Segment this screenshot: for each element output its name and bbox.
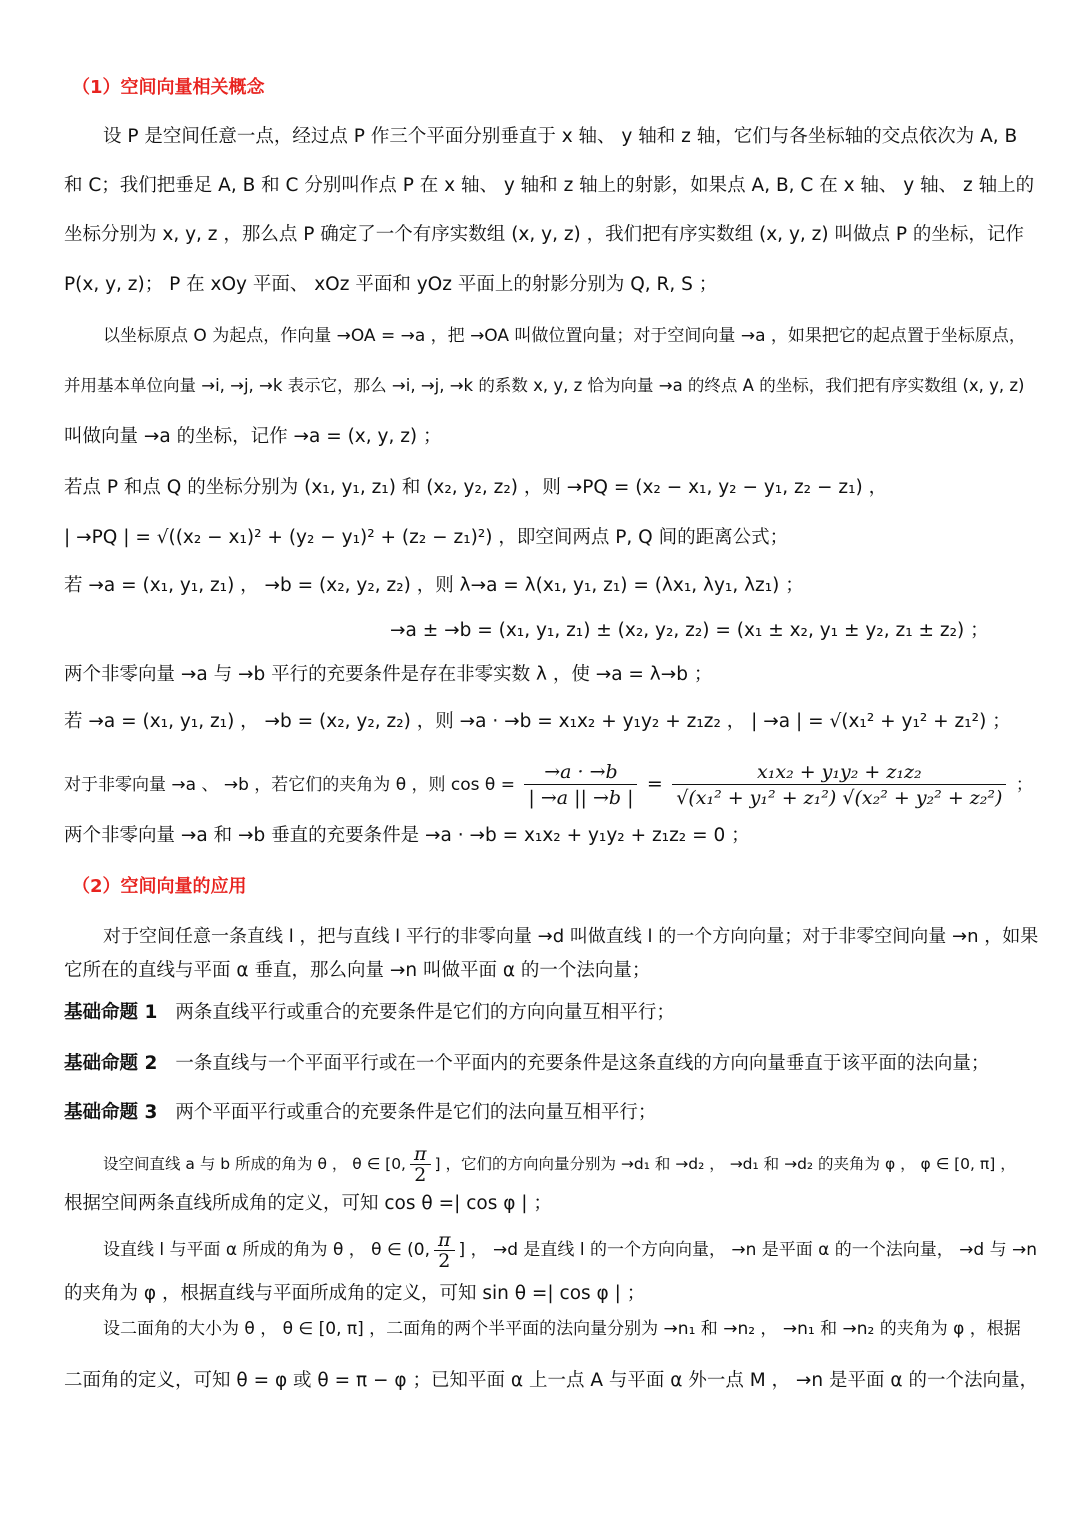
proposition-text: 两条直线平行或重合的充要条件是它们的方向向量互相平行； bbox=[175, 1002, 675, 1023]
proposition-text: 两个平面平行或重合的充要条件是它们的法向量互相平行； bbox=[175, 1102, 657, 1123]
text-run: ] ， →d 是直线 l 的一个方向向量， →n 是平面 α 的一个法向量， →d 与 →n bbox=[458, 1240, 1038, 1260]
line-angle-paragraph bbox=[103, 1136, 1040, 1192]
text-run: ] ，它们的方向向量分别为 →d₁ 和 →d₂ ， →d₁ 和 →d₂ 的夹角为 φ ， φ ∈ [0, π] ， bbox=[434, 1155, 1016, 1173]
paragraph-line: 和 C；我们把垂足 A, B 和 C 分别叫作点 P 在 x 轴、 y 轴和 z 轴上的射影，如果点 A, B, C 在 x 轴、 y 轴、 z 轴上的 bbox=[64, 175, 1035, 196]
fraction-numerator: π bbox=[410, 1144, 431, 1165]
paragraph-line: 叫做向量 →a 的坐标，记作 →a = (x, y, z) ； bbox=[64, 426, 442, 447]
fraction bbox=[524, 760, 637, 811]
fraction-denominator: | →a || →b | bbox=[528, 786, 634, 809]
paragraph-line: 对于空间任意一条直线 l ，把与直线 l 平行的非零向量 →d 叫做直线 l 的一个方向向量；对于非零空间向量 →n ，如果 bbox=[103, 926, 1039, 947]
fraction bbox=[672, 760, 1006, 811]
proposition-label: 基础命题 1 bbox=[64, 1002, 158, 1023]
paragraph-line: 若点 P 和点 Q 的坐标分别为 (x₁, y₁, z₁) 和 (x₂, y₂, z₂) ，则 →PQ = (x₂ − x₁, y₂ − y₁, z₂ − z₁) ， bbox=[64, 477, 888, 498]
basic-proposition-1 bbox=[64, 999, 1040, 1027]
fraction-denominator: 2 bbox=[414, 1164, 427, 1186]
proposition-label: 基础命题 2 bbox=[64, 1053, 158, 1074]
fraction bbox=[434, 1230, 455, 1271]
cos-suffix: ； bbox=[1015, 775, 1033, 795]
text-run: 设直线 l 与平面 α 所成的角为 θ ， θ ∈ (0, bbox=[103, 1240, 431, 1260]
proposition-label: 基础命题 3 bbox=[64, 1102, 158, 1123]
cos-prefix: 对于非零向量 →a 、 →b ，若它们的夹角为 θ ，则 cos θ = bbox=[64, 775, 515, 795]
paragraph-line: 二面角的定义，可知 θ = φ 或 θ = π − φ ；已知平面 α 上一点 A 与平面 α 外一点 M ， →n 是平面 α 的一个法向量， bbox=[64, 1370, 1038, 1391]
paragraph-line: 它所在的直线与平面 α 垂直，那么向量 →n 叫做平面 α 的一个法向量； bbox=[64, 960, 651, 981]
fraction-numerator: →a · →b bbox=[524, 760, 637, 785]
equals-sign: = bbox=[646, 773, 663, 795]
fraction-denominator: √(x₁² + y₁² + z₁²) √(x₂² + y₂² + z₂²) bbox=[676, 786, 1003, 809]
line-plane-angle-paragraph bbox=[103, 1222, 1040, 1278]
fraction-denominator: 2 bbox=[438, 1249, 451, 1272]
paragraph-line: 根据空间两条直线所成角的定义，可知 cos θ =| cos φ | ； bbox=[64, 1193, 552, 1214]
basic-proposition-2 bbox=[64, 1050, 1040, 1078]
paragraph-line: 并用基本单位向量 →i, →j, →k 表示它，那么 →i, →j, →k 的系数 x, y, z 恰为向量 →a 的终点 A 的坐标，我们把有序实数组 (x, y, z) bbox=[64, 376, 1025, 395]
vector-sum-formula: →a ± →b = (x₁, y₁, z₁) ± (x₂, y₂, z₂) = (x₁ ± x₂, y₁ ± y₂, z₁ ± z₂) ； bbox=[390, 620, 989, 641]
fraction bbox=[410, 1144, 431, 1185]
fraction-numerator: π bbox=[434, 1230, 455, 1251]
section-2-heading: （2）空间向量的应用 bbox=[72, 876, 247, 897]
paragraph-line: 设 P 是空间任意一点，经过点 P 作三个平面分别垂直于 x 轴、 y 轴和 z 轴，它们与各坐标轴的交点依次为 A, B bbox=[103, 126, 1018, 147]
proposition-text: 一条直线与一个平面平行或在一个平面内的充要条件是这条直线的方向向量垂直于该平面的法向量； bbox=[175, 1053, 990, 1074]
paragraph-line: 坐标分别为 x, y, z ，那么点 P 确定了一个有序实数组 (x, y, z) ，我们把有序实数组 (x, y, z) 叫做点 P 的坐标，记作 bbox=[64, 224, 1024, 245]
section-1-heading: （1）空间向量相关概念 bbox=[72, 77, 265, 98]
text-run: 设空间直线 a 与 b 所成的角为 θ ， θ ∈ [0, bbox=[103, 1155, 406, 1173]
paragraph-line: 设二面角的大小为 θ ， θ ∈ [0, π] ，二面角的两个半平面的法向量分别为 →n₁ 和 →n₂ ， →n₁ 和 →n₂ 的夹角为 φ ，根据 bbox=[103, 1319, 1021, 1339]
paragraph-line: 以坐标原点 O 为起点，作向量 →OA = →a ，把 →OA 叫做位置向量；对于空间向量 →a ，如果把它的起点置于坐标原点， bbox=[103, 326, 1026, 346]
paragraph-line: 两个非零向量 →a 与 →b 平行的充要条件是存在非零实数 λ ，使 →a = λ→b ； bbox=[64, 664, 713, 685]
dot-product-line: 若 →a = (x₁, y₁, z₁) ， →b = (x₂, y₂, z₂) ，则 →a · →b = x₁x₂ + y₁y₂ + z₁z₂ ， | →a | = √(x₁² + y₁² + z₁²) ； bbox=[64, 711, 1011, 732]
perpendicular-condition-line: 两个非零向量 →a 和 →b 垂直的充要条件是 →a · →b = x₁x₂ + y₁y₂ + z₁z₂ = 0 ； bbox=[64, 825, 750, 846]
basic-proposition-3 bbox=[64, 1099, 1040, 1127]
distance-formula-line: | →PQ | = √((x₂ − x₁)² + (y₂ − y₁)² + (z₂ − z₁)²) ，即空间两点 P, Q 间的距离公式； bbox=[64, 527, 789, 548]
fraction-numerator: x₁x₂ + y₁y₂ + z₁z₂ bbox=[672, 760, 1006, 785]
cosine-formula-line bbox=[64, 751, 1040, 817]
paragraph-line: 的夹角为 φ ，根据直线与平面所成角的定义，可知 sin θ =| cos φ | ； bbox=[64, 1283, 646, 1304]
paragraph-line: 若 →a = (x₁, y₁, z₁) ， →b = (x₂, y₂, z₂) ，则 λ→a = λ(x₁, y₁, z₁) = (λx₁, λy₁, λz₁) ； bbox=[64, 575, 804, 596]
paragraph-line: P(x, y, z)； P 在 xOy 平面、 xOz 平面和 yOz 平面上的射影分别为 Q, R, S ； bbox=[64, 274, 718, 295]
